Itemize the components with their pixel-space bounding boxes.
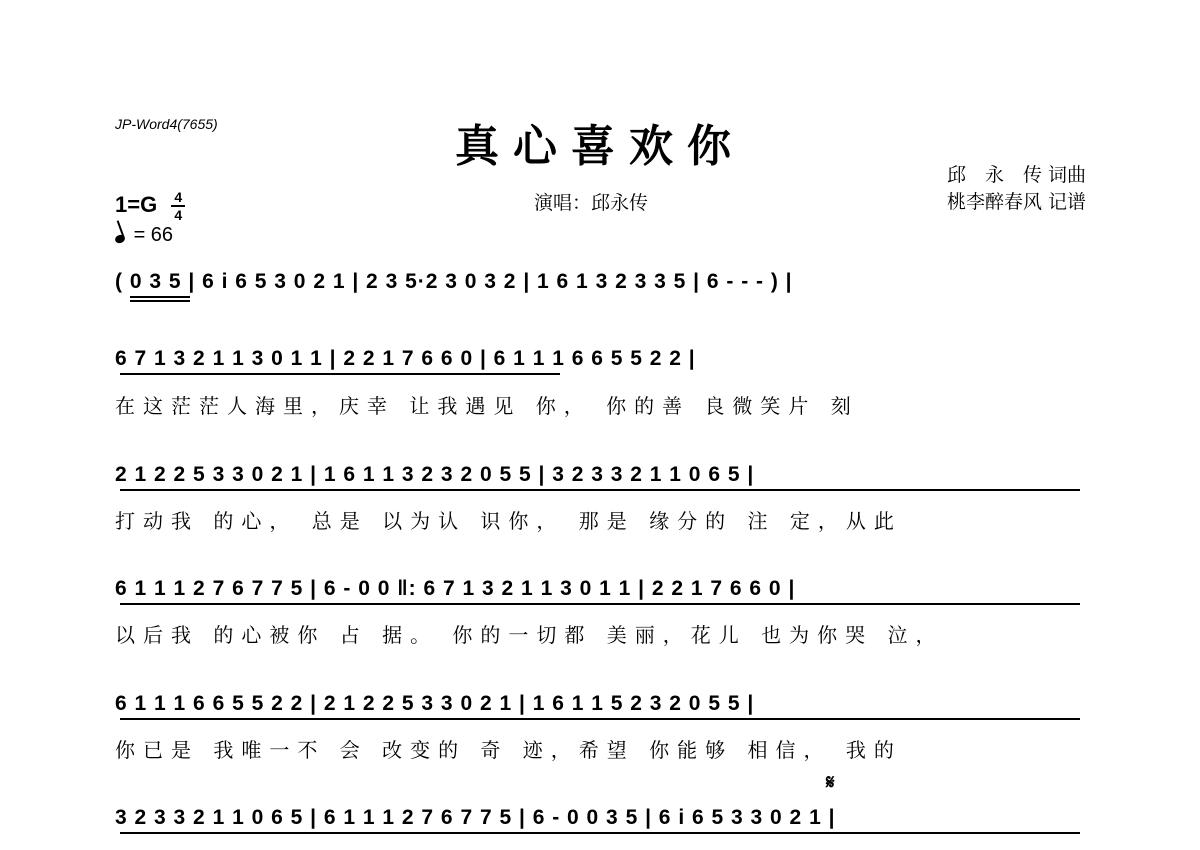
notation-line: 2 1 2 2 5 3 3 0 2 1 | 1 6 1 1 3 2 3 2 0 5 5 | 3 2 3 3 2 1 1 0 6 5 | [115, 463, 755, 486]
credit-lyrics: 邱 永 传 词曲 [946, 164, 1086, 186]
score-system-1 [115, 270, 1088, 302]
software-label: JP-Word4(7655) [115, 116, 218, 132]
notation-line: 3 2 3 3 2 1 1 0 6 5 | 6 1 1 1 2 7 6 7 7 5 | 6 - 0 0 3 5 | 6 i 6 5 3 3 0 2 1 | [115, 806, 836, 829]
key-signature [115, 190, 185, 222]
time-top: 4 [174, 189, 183, 205]
beam-line [120, 718, 1080, 720]
lyrics-line-4 [115, 619, 1088, 649]
beam-line [130, 300, 190, 302]
time-bottom: 4 [174, 207, 183, 223]
segno-mark: 𝄋 [826, 772, 835, 794]
beam-line [130, 296, 190, 298]
beam-line [120, 373, 560, 375]
key-label: 1=G [115, 191, 158, 217]
lyrics-line-2 [115, 390, 1088, 420]
song-title: 真心喜欢你 [455, 121, 745, 172]
beam-line [120, 832, 1080, 834]
tempo-mark [115, 224, 173, 247]
lyrics-text: 在这茫茫人海里，庆幸 让我遇见 你， 你的善 良微笑片 刻 [115, 394, 859, 418]
credits [947, 162, 1086, 216]
notation-line: 6 1 1 1 6 6 5 5 2 2 | 2 1 2 2 5 3 3 0 2 1 | 1 6 1 1 5 2 3 2 0 5 5 | [115, 692, 755, 715]
time-signature [171, 190, 185, 222]
credit-score: 桃李醉春风 记谱 [946, 191, 1086, 213]
tempo-value: = 66 [133, 224, 174, 246]
notation-line: 6 7 1 3 2 1 1 3 0 1 1 | 2 2 1 7 6 6 0 | 6 1 1 1 6 6 5 5 2 2 | [115, 347, 696, 370]
notation-line: ( 0 3 5 | 6 i 6 5 3 0 2 1 | 2 3 5·2 3 0 3 2 | 1 6 1 3 2 3 3 5 | 6 - - - ) | [115, 270, 793, 293]
lyrics-line-5 [115, 734, 1088, 764]
beam-line [120, 489, 1080, 491]
quarter-note-icon [114, 234, 126, 245]
singer-label: 演唱：邱永传 [534, 192, 649, 214]
lyrics-text: 你已是 我唯一不 会 改变的 奇 迹，希望 你能够 相信， 我的 [115, 738, 902, 762]
beam-line [120, 603, 1080, 605]
lyrics-text: 以后我 的心被你 占 据。 你的一切都 美丽，花儿 也为你哭 泣， [115, 623, 944, 647]
lyrics-line-3 [115, 505, 1088, 535]
notation-line: 6 1 1 1 2 7 6 7 7 5 | 6 - 0 0 ‖: 6 7 1 3 2 1 1 3 0 1 1 | 2 2 1 7 6 6 0 | [115, 577, 796, 600]
lyrics-text: 打动我 的心， 总是 以为认 识你， 那是 缘分的 注 定，从此 [115, 509, 902, 533]
